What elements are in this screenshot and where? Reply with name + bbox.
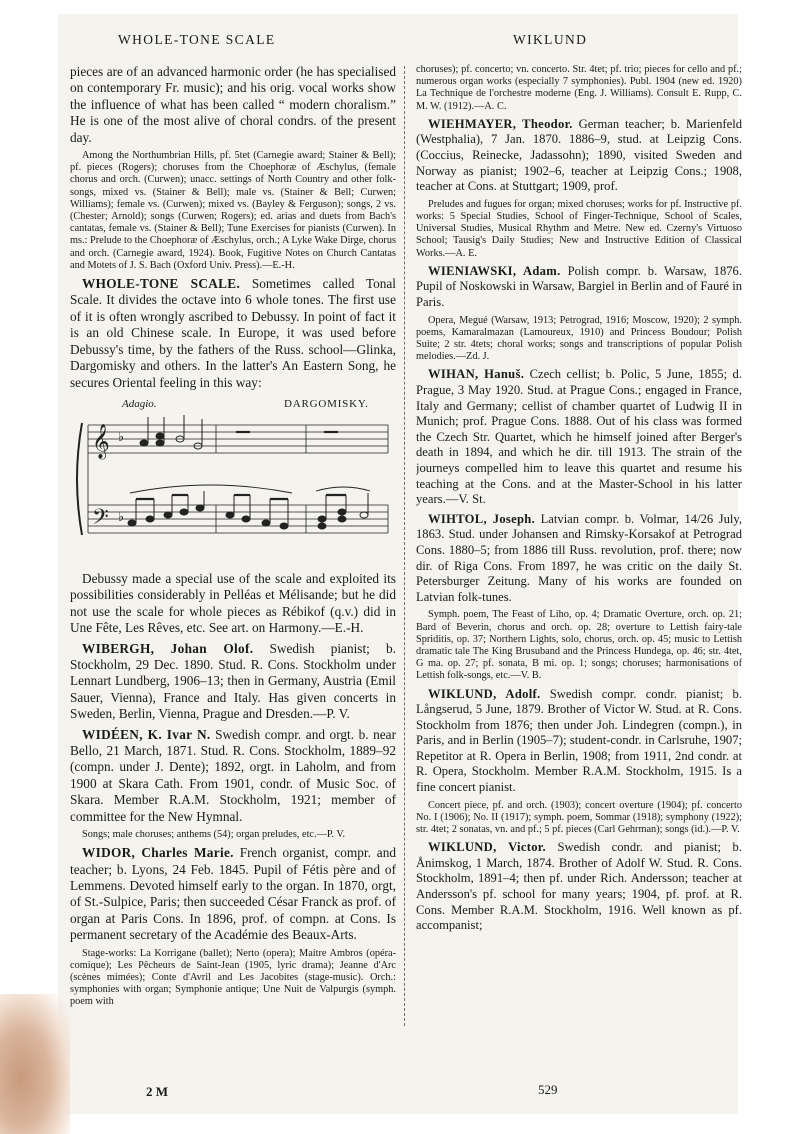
entry-wibergh <box>70 641 396 723</box>
entry-text: Swedish compr. and orgt. b. near Bello, 21 March, 1871. Stud. R. Cons. Stockholm, 1889–92 (compn. under J. Dente); 1892, orgt. in Laholm, and from 1900 at Skara Cath. From 1901, condr. of Music Soc. of Skara. Member R.A.M. Stockholm, 1921; member of committee for the New Hymnal. <box>70 726 396 824</box>
svg-text:♭: ♭ <box>118 509 125 525</box>
works-list: Songs; male choruses; anthems (54); organ preludes, etc.—P. V. <box>82 829 346 840</box>
headword: WIHAN, Hanuš. <box>428 367 525 382</box>
music-composer: DARGOMISKY. <box>284 397 369 410</box>
entry-wihan <box>416 367 742 507</box>
works-list: Among the Northumbrian Hills, pf. 5tet (Carnegie award; Stainer & Bell); pf. pieces (Rogers); choruses from the Choephoræ of Æschylus, (female chorus and orch. (Curwen); unacc. settings of North Country and other folk-songs, mixed vs. (Stainer & Bell); male vs. (Stainer & Bell; Curwen; Williams); female vs. (Curwen); mixed vs. (Bayley & Ferguson); songs, 2 vs. (Chester; Arnold); songs (Curwen; Rogers); ed. arias and duets from Bach's cantatas, female vs. (Stainer & Bell); Tune Exercises for pianists (Curwen). In ms.: Prelude to the Choephoræ of Æschylus, orch.; A Lyke Wake Dirge, chorus and orch. (Carnegie award, 1924). Book, Fugitive Notes on Church Cantatas and Motets of J. S. Bach (Oxford Univ. Press).—E.-H. <box>70 150 396 271</box>
right-column <box>416 64 742 1054</box>
entry-wihtol <box>416 512 742 606</box>
headword: WIENIAWSKI, Adam. <box>428 263 561 278</box>
headword: WIHTOL, Joseph. <box>428 511 536 526</box>
works-list: Opera, Megué (Warsaw, 1913; Petrograd, 1916; Moscow, 1920); 2 symph. poems, Kamaralmazan (Lamoureux, 1910) and Princess Boudour; Polish Suite; 2 str. 4tets; choral works; songs and transcriptions of popular Polish melodies.—Zd. J. <box>416 314 742 363</box>
entry-wideen <box>70 727 396 825</box>
svg-text:♭: ♭ <box>118 429 125 445</box>
svg-text:𝄢: 𝄢 <box>92 504 109 535</box>
works-list: Preludes and fugues for organ; mixed choruses; works for pf. Instructive pf. works: 5 Special Studies, School of Finger-Technique, School of Scales, Universal Studies, Musical Rhythm and Metre. New ed. Czerny's Virtuoso School; Tausig's Daily Studies; New and Instructive Edition of Classical Works.—A. E. <box>416 198 742 259</box>
works-list: Symph. poem, The Feast of Liho, op. 4; Dramatic Overture, orch. op. 21; Bard of Beverin, chorus and orch. op. 28; overture to Lettish fairy-tale Spriditis, op. 37; Northern Lights, solo, chorus, orch. op. 45; music to Lettish dramatic tale The King Brusuband and the Princess Hundega, op. 46; str. 4tet, G ma. op. 27; pf. sonata, B mi. op. 1; songs; choruses; harmonisations of Lettish folk-songs, etc.—V. B. <box>416 609 742 682</box>
headword: WIKLUND, Adolf. <box>428 686 541 701</box>
entry-text: French organist, compr. and teacher; b. Lyons, 24 Feb. 1845. Pupil of Fétis père and of Lemmens. Devoted himself early to the organ. In 1870, orgt, of St.-Sulpice, Paris; then succeeded César Franck as prof. of organ at Paris Cons. In 1896, prof. of compn. at Cons. Is permanent secretary of the Académie des Beaux-Arts. <box>70 845 396 943</box>
headword: WIBERGH, Johan Olof. <box>82 640 254 656</box>
entry-text: Swedish pianist; b. Stockholm, 29 Dec. 1890. Stud. R. Cons. Stockholm under Lennart Lundberg, 1906–13; then in Germany, Austria (Emil Sauer, Vienna), France and Italy. Has given concerts in Sweden, Berlin, Vienna, Prague and Dresden.—P. V. <box>70 640 396 722</box>
entry-text: Swedish compr. condr. pianist; b. Långserud, 5 June, 1879. Brother of Victor W. Stud. at R. Cons. Stockholm from 1876; then under Joh. Lindegren (compn.), in Paris, and in Berlin (1905–7); student-condr. in Carlsruhe, 1907; Repetitor at R. Opera in Berlin, 1908; from 1911, 2nd condr. at R. Opera, Stockholm. Member R.A.M. Stockholm, 1915. Is a fine concert pianist. <box>416 686 742 795</box>
entry-wieniawski <box>416 264 742 311</box>
signature-mark: 2 M <box>146 1084 169 1099</box>
music-example <box>70 395 396 563</box>
headword: WIKLUND, Victor. <box>428 840 546 855</box>
entry-text: Czech cellist; b. Polic, 5 June, 1855; d. Prague, 3 May 1920. Stud. at Prague Cons.; engaged in France, Italy and Germany; cellist of chamber quartet of Ludwig II in Munich; prof. Prague Cons. 1888. Out of his class was formed the Czech Str. Quartet, which he himself joined after Berger's death in 1894, and which he dir. till 1913. The strain of the journeys compelled him to leave this quartet and resume his teaching at the Cons. and at the Master-School in his latter years.—V. St. <box>416 367 742 507</box>
entry-wiklund-victor <box>416 840 742 934</box>
running-head-left: WHOLE-TONE SCALE <box>118 32 276 47</box>
entry-wiehmayer <box>416 117 742 195</box>
running-head-right: WIKLUND <box>513 32 588 47</box>
entry-text: Polish compr. b. Warsaw, 1876. Pupil of Noskowski in Warsaw, Bargiel in Berlin and of Fauré in Paris. <box>416 263 742 309</box>
entry-continuation: pieces are of an advanced harmonic order (he has specialised on contemporary Fr. music); and his orig. vocal works show the influence of what has been called “ modern choralism.” He is one of the most alive of choral condrs. of the present day. <box>70 64 396 145</box>
column-divider <box>404 66 405 1026</box>
entry-text: Sometimes called Tonal Scale. It divides the octave into 6 whole tones. The first use of it is often wrongly ascribed to Debussy. In point of fact it is an old Chinese scale. In Europe, it was used before Debussy's time, by the fathers of the Russ. school—Glinka, Dargomisky and others. In the latter's An Eastern Song, he secures Oriental feeling in this way: <box>70 276 396 390</box>
headword: WIDÉEN, K. Ivar N. <box>82 726 211 742</box>
music-score <box>70 395 396 563</box>
headword: WIDOR, Charles Marie. <box>82 845 234 861</box>
headword: WIEHMAYER, Theodor. <box>428 116 573 131</box>
entry-widor <box>70 845 396 943</box>
entry-text: German teacher; b. Marienfeld (Westphalia), 7 Jan. 1870. 1886–9, stud. at Leipzig Cons. (Coccius, Reinecke, Jadassohn); 1890, visited Sweden and Norway as pianist; 1902–6, teacher at Leipzig Cons.; 1908, teacher at Cons. at Stuttgart; 1909, prof. <box>416 116 742 194</box>
entry-text-debussy: Debussy made a special use of the scale and exploited its possibilities considerably in Pelléas et Mélisande; but he did not use the scale for whole pieces as Rébikof (q.v.) did in Une Fête, Les Rêves, etc. See art. on Harmony.—E.-H. <box>70 570 396 636</box>
works-list: Stage-works: La Korrigane (ballet); Nerto (opera); Maitre Ambros (opéra-comique); Les Pêcheurs de Saint-Jean (1905, lyric drama); Jeanne d'Arc (scènes mimées); Conte d'Avril and Les Jacobites (stage-music). Orch.: symphonies with organ; Symphonie antique; Une Nuit de Valpurgis (symph. poem with <box>70 947 396 1008</box>
page-number: 529 <box>538 1082 558 1097</box>
left-column <box>70 64 396 1034</box>
entry-text: Latvian compr. b. Volmar, 14/26 July, 1863. Stud. under Johansen and Rimsky-Korsakof at Petrograd Cons. 1880–5; from 1886 till Russ. revolution, prof. there; now dir. of Riga Cons. From 1897, he was critic on the daily St. Petersburger Zeitung. Many of his works are founded on Latvian folk-tunes. <box>416 511 742 604</box>
works-list: Concert piece, pf. and orch. (1903); concert overture (1904); pf. concerto No. I (1906); No. II (1917); symph. poem, Sommar (1918); symphony (1922); str. 4tet; 2 sonatas, vn. and pf.; 5 pf. pieces (Carl Gehrman); songs (id.).—P. V. <box>416 799 742 836</box>
music-tempo: Adagio. <box>122 397 157 410</box>
entry-wiklund-adolf <box>416 687 742 796</box>
headword: WHOLE-TONE SCALE. <box>82 276 241 292</box>
works-list-continuation: choruses); pf. concerto; vn. concerto. Str. 4tet; pf. trio; pieces for cello and pf.; numerous organ works (especially 7 symphonies). Publ. 1904 (new ed. 1920) La Technique de l'orchestre moderne (Eng. J. Williams). Consult E. Rupp, C. M. W. (1912).—A. C. <box>416 64 742 112</box>
page <box>58 14 742 1114</box>
svg-text:𝄞: 𝄞 <box>92 423 110 459</box>
entry-text: Swedish condr. and pianist; b. Ånimskog, 1 March, 1874. Brother of Adolf W. Stud. R. Cons. Stockholm, 1891–4; then pf. under Rich. Andersson; teacher at Andersson's pf. school for many years; 1904, pf. prof. at R. Cons. Member R.A.M. Stockholm, 1916. Well known as pf. accompanist; <box>416 840 742 933</box>
entry-whole-tone-scale <box>70 276 396 391</box>
